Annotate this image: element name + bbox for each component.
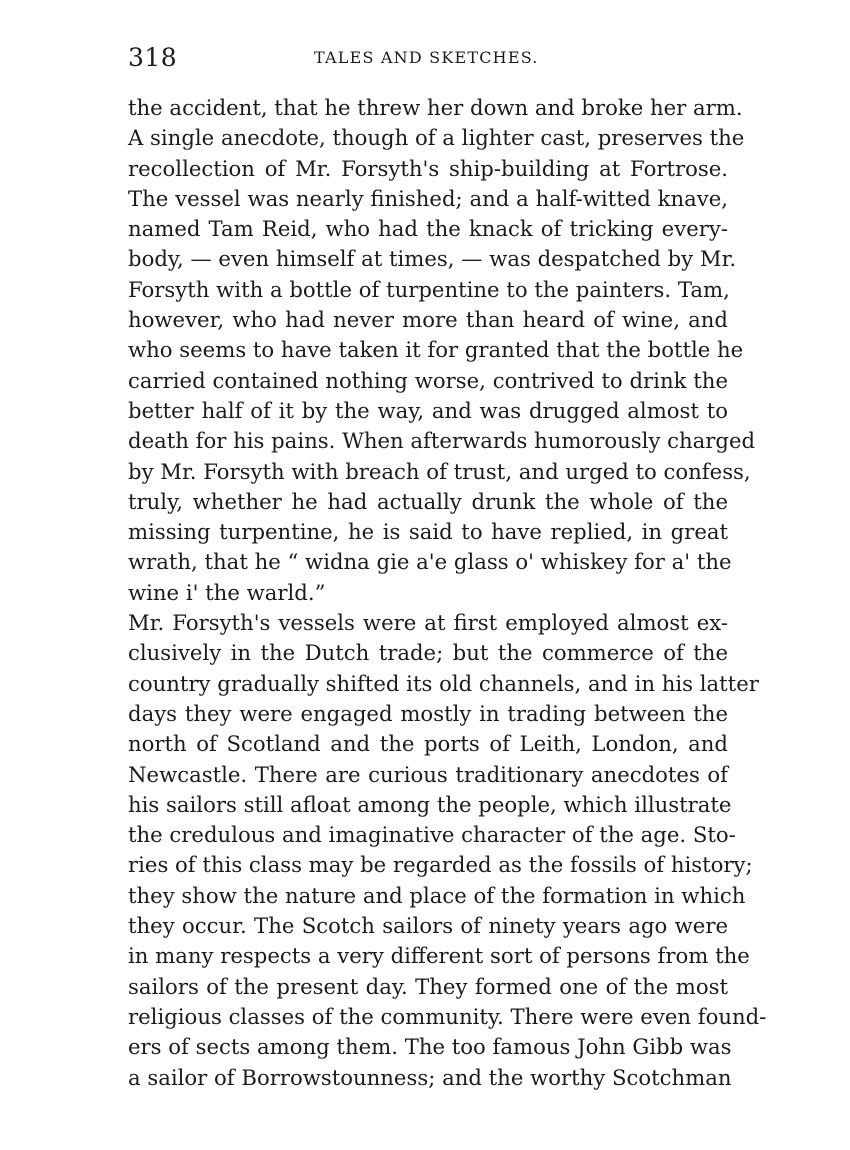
- text-line: in many respects a very different sort of persons from the: [128, 943, 750, 969]
- text-line: north of Scotland and the ports of Leith, London, and: [128, 731, 728, 757]
- text-line: who seems to have taken it for granted that the bottle he: [128, 337, 744, 363]
- text-line: Forsyth with a bottle of turpentine to the painters. Tam,: [128, 276, 730, 302]
- text-line: his sailors still afloat among the people, which illustrate: [128, 791, 732, 817]
- text-line: named Tam Reid, who had the knack of tricking every-: [128, 216, 728, 242]
- text-line: wine i' the warld.”: [128, 579, 326, 605]
- text-line: missing turpentine, he is said to have replied, in great: [128, 519, 728, 545]
- text-line: death for his pains. When afterwards humorously charged: [128, 428, 756, 454]
- text-line: The vessel was nearly finished; and a half-witted knave,: [128, 185, 728, 211]
- text-line: recollection of Mr. Forsyth's ship-building at Fortrose.: [128, 155, 728, 181]
- text-line: sailors of the present day. They formed one of the most: [128, 973, 728, 999]
- text-line: by Mr. Forsyth with breach of trust, and urged to confess,: [128, 458, 751, 484]
- body-text: [128, 93, 767, 1093]
- text-line: days they were engaged mostly in trading between the: [128, 700, 728, 726]
- text-line: ers of sects among them. The too famous John Gibb was: [128, 1034, 732, 1060]
- text-line: carried contained nothing worse, contrived to drink the: [128, 367, 728, 393]
- text-line: they show the nature and place of the formation in which: [128, 882, 746, 908]
- text-line: ries of this class may be regarded as the fossils of history;: [128, 852, 753, 878]
- paragraph: [128, 93, 756, 608]
- text-line: however, who had never more than heard of wine, and: [128, 307, 728, 333]
- text-line: truly, whether he had actually drunk the whole of the: [128, 488, 728, 514]
- running-title: TALES AND SKETCHES.: [314, 48, 539, 67]
- page-number: 318: [128, 43, 178, 72]
- text-line: Newcastle. There are curious traditionary anecdotes of: [128, 761, 728, 787]
- paragraph: [128, 608, 767, 1093]
- page-header: [128, 38, 722, 78]
- text-line: Mr. Forsyth's vessels were at first employed almost ex-: [128, 610, 728, 636]
- text-line: better half of it by the way, and was drugged almost to: [128, 397, 728, 423]
- text-line: clusively in the Dutch trade; but the commerce of the: [128, 640, 728, 666]
- text-line: country gradually shifted its old channels, and in his latter: [128, 670, 759, 696]
- text-line: wrath, that he “ widna gie a'e glass o' whiskey for a' the: [128, 549, 732, 575]
- text-line: a sailor of Borrowstounness; and the worthy Scotchman: [128, 1064, 732, 1090]
- text-line: the credulous and imaginative character of the age. Sto-: [128, 822, 736, 848]
- text-line: they occur. The Scotch sailors of ninety years ago were: [128, 913, 728, 939]
- text-line: body, — even himself at times, — was despatched by Mr.: [128, 246, 737, 272]
- text-line: the accident, that he threw her down and broke her arm.: [128, 95, 743, 120]
- text-line: A single anecdote, though of a lighter cast, preserves the: [128, 125, 745, 151]
- text-line: religious classes of the community. There were even found-: [128, 1003, 767, 1029]
